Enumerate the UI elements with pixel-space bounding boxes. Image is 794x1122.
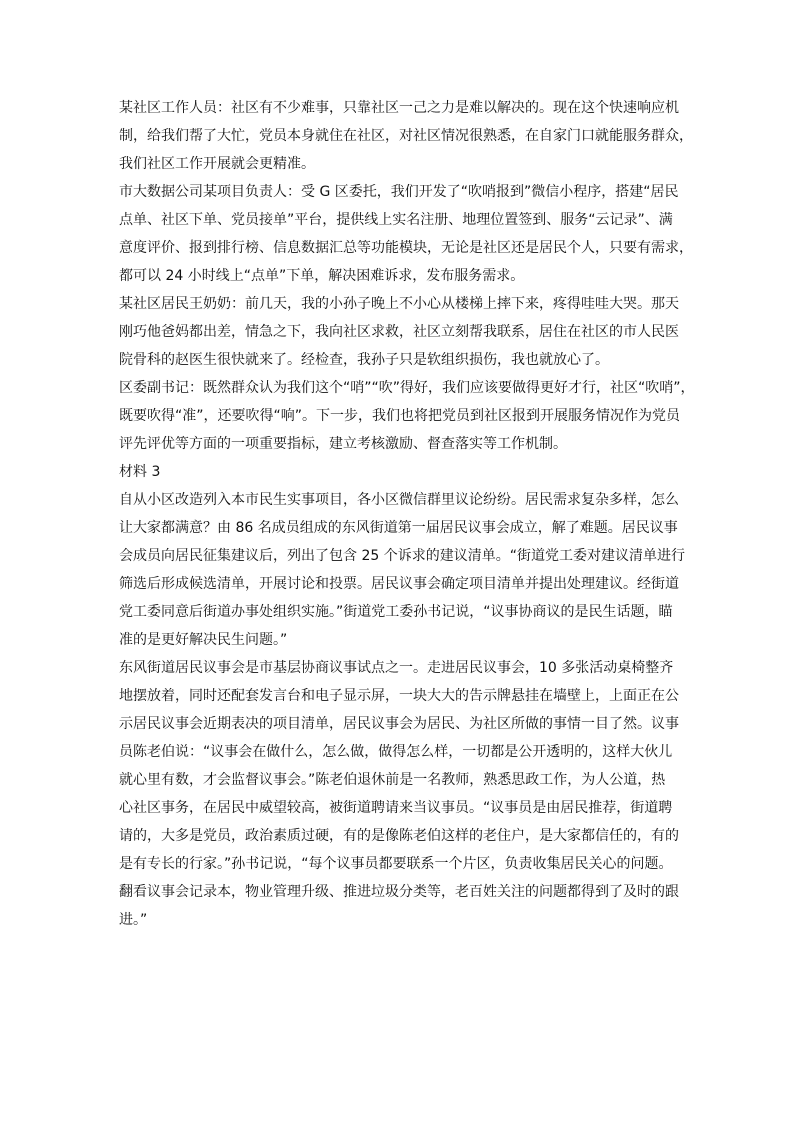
text-line: 既要吹得“准”，还要吹得“响”。下一步，我们也将把党员到社区报到开展服务情况作为党员 <box>119 408 681 424</box>
text-line: 意度评价、报到排行榜、信息数据汇总等功能模块，无论是社区还是居民个人，只要有需求， <box>119 240 693 256</box>
text-line: 区委副书记：既然群众认为我们这个“哨”“吹”得好，我们应该要做得更好才行，社区“吹哨”， <box>119 380 695 396</box>
text-line: 市大数据公司某项目负责人：受 G 区委托，我们开发了“吹哨报到”微信小程序，搭建“居民 <box>119 184 679 200</box>
text-line: 某社区居民王奶奶：前几天，我的小孙子晚上不小心从楼梯上摔下来，疼得哇哇大哭。那天 <box>119 296 679 312</box>
text-line: 示居民议事会近期表决的项目清单，居民议事会为居民、为社区所做的事情一目了然。议事 <box>119 716 679 732</box>
section-heading: 材料 3 <box>119 464 161 480</box>
text-line: 制，给我们帮了大忙，党员本身就住在社区，对社区情况很熟悉，在自家门口就能服务群众， <box>119 128 693 144</box>
text-line: 员陈老伯说：“议事会在做什么，怎么做，做得怎么样，一切都是公开透明的，这样大伙儿 <box>119 744 673 760</box>
text-line: 点单、社区下单、党员接单”平台，提供线上实名注册、地理位置签到、服务“云记录”、满 <box>119 212 673 228</box>
document-body <box>119 94 709 934</box>
text-line: 院骨科的赵医生很快就来了。经检查，我孙子只是软组织损伤，我也就放心了。 <box>119 352 609 368</box>
text-line: 我们社区工作开展就会更精准。 <box>119 156 315 172</box>
text-line: 都可以 24 小时线上“点单”下单，解决困难诉求，发布服务需求。 <box>119 268 525 284</box>
text-line: 党工委同意后街道办事处组织实施。”街道党工委孙书记说，“议事协商议的是民生话题，瞄 <box>119 604 673 620</box>
text-line: 是有专长的行家。”孙书记说，“每个议事员都要联系一个片区，负责收集居民关心的问题。 <box>119 856 673 872</box>
text-line: 自从小区改造列入本市民生实事项目，各小区微信群里议论纷纷。居民需求复杂多样，怎么 <box>119 492 679 508</box>
text-line: 进。” <box>119 912 148 928</box>
text-line: 就心里有数，才会监督议事会。”陈老伯退休前是一名教师，熟悉思政工作，为人公道，热 <box>119 772 666 788</box>
text-line: 心社区事务，在居民中威望较高，被街道聘请来当议事员。“议事员是由居民推荐，街道聘 <box>119 800 673 816</box>
text-line: 东风街道居民议事会是市基层协商议事试点之一。走进居民议事会，10 多张活动桌椅整齐 <box>119 660 674 676</box>
text-line: 评先评优等方面的一项重要指标，建立考核激励、督查落实等工作机制。 <box>119 436 567 452</box>
text-line: 翻看议事会记录本，物业管理升级、推进垃圾分类等，老百姓关注的问题都得到了及时的跟 <box>119 884 679 900</box>
text-line: 请的，大多是党员，政治素质过硬，有的是像陈老伯这样的老住户，是大家都信任的，有的 <box>119 828 679 844</box>
text-line: 刚巧他爸妈都出差，情急之下，我向社区求救，社区立刻帮我联系，居住在社区的市人民医 <box>119 324 679 340</box>
text-line: 筛选后形成候选清单，开展讨论和投票。居民议事会确定项目清单并提出处理建议。经街道 <box>119 576 679 592</box>
text-line: 会成员向居民征集建议后，列出了包含 25 个诉求的建议清单。“街道党工委对建议清单进行 <box>119 548 685 564</box>
text-line: 某社区工作人员：社区有不少难事，只靠社区一己之力是难以解决的。现在这个快速响应机 <box>119 100 679 116</box>
text-line: 让大家都满意？由 86 名成员组成的东风街道第一届居民议事会成立，解了难题。居民议事 <box>119 520 678 536</box>
text-line: 地摆放着，同时还配套发言台和电子显示屏，一块大大的告示牌悬挂在墙壁上，上面正在公 <box>119 688 679 704</box>
text-line: 准的是更好解决民生问题。” <box>119 632 288 648</box>
